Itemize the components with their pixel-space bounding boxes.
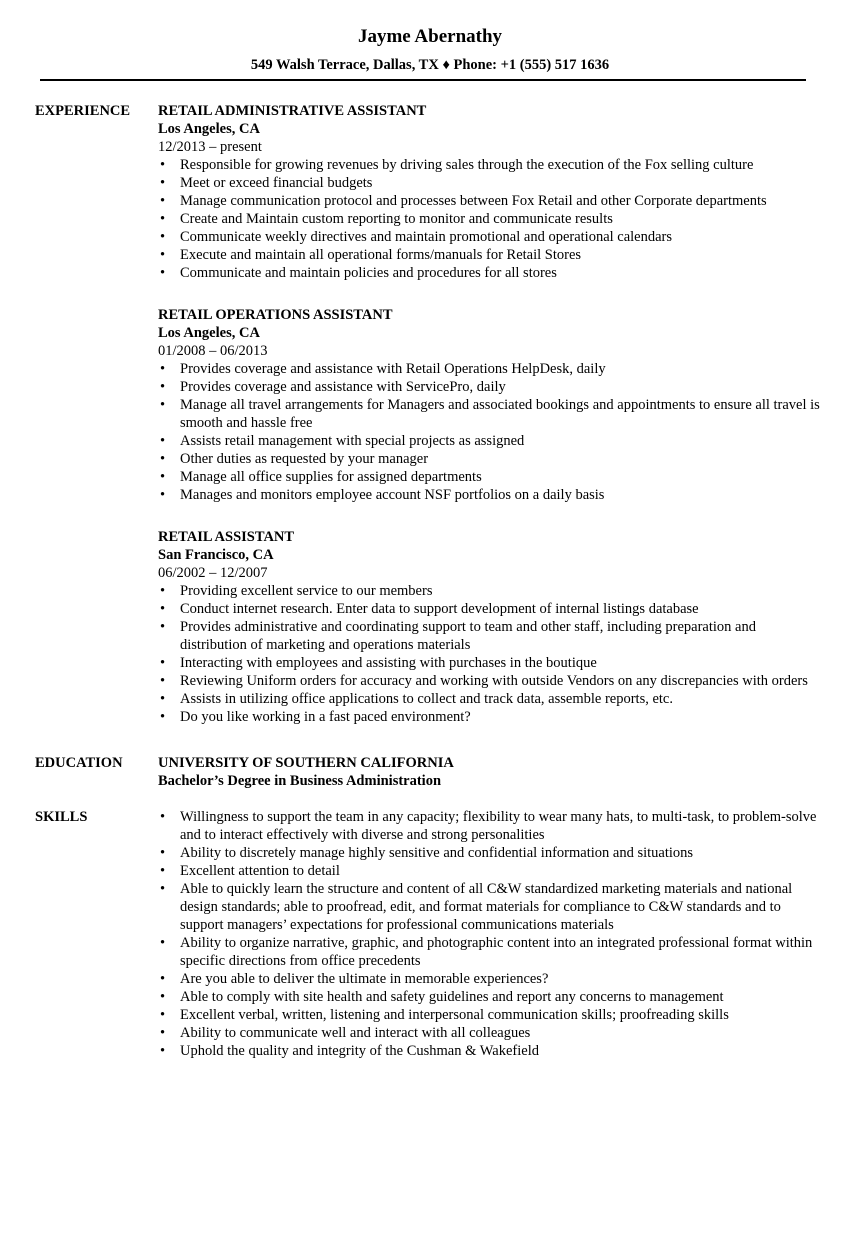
job-location: Los Angeles, CA (158, 325, 260, 341)
bullet-item: • Assists retail management with special projects as assigned (158, 432, 820, 450)
job-title: RETAIL ASSISTANT (158, 529, 295, 545)
job-location: Los Angeles, CA (158, 121, 260, 137)
skill-item: • Are you able to deliver the ultimate in memorable experiences? (158, 970, 820, 988)
skill-item: • Ability to communicate well and interact with all colleagues (158, 1024, 820, 1042)
skills-content (158, 808, 860, 1060)
degree-name: Bachelor’s Degree in Business Administration (158, 773, 442, 789)
bullet-item: • Provides coverage and assistance with Retail Operations HelpDesk, daily (158, 360, 820, 378)
bullet-item: • Conduct internet research. Enter data to support development of internal listings database (158, 600, 820, 618)
bullet-item: • Responsible for growing revenues by driving sales through the execution of the Fox selling culture (158, 156, 820, 174)
job-bullets (158, 582, 820, 726)
school-name: UNIVERSITY OF SOUTHERN CALIFORNIA (158, 755, 454, 771)
skill-item: • Willingness to support the team in any capacity; flexibility to wear many hats, to multi-task, to problem-solve and to interact effectively with diverse and strong personalities (158, 808, 820, 844)
bullet-item: • Provides administrative and coordinating support to team and other staff, including preparation and distribution of marketing and operations materials (158, 618, 820, 654)
experience-content (158, 102, 860, 726)
bullet-item: • Assists in utilizing office applications to collect and track data, assemble reports, etc. (158, 690, 820, 708)
bullet-item: • Create and Maintain custom reporting to monitor and communicate results (158, 210, 820, 228)
contact-line: 549 Walsh Terrace, Dallas, TX ♦ Phone: +1 (555) 517 1636 (250, 57, 610, 73)
job-dates: 01/2008 – 06/2013 (158, 343, 268, 359)
skill-item: • Uphold the quality and integrity of the Cushman & Wakefield (158, 1042, 820, 1060)
experience-section (0, 102, 860, 726)
bullet-item: • Communicate weekly directives and maintain promotional and operational calendars (158, 228, 820, 246)
header-divider (40, 79, 806, 81)
skills-list (158, 808, 820, 1060)
bullet-item: • Providing excellent service to our members (158, 582, 820, 600)
bullet-item: • Meet or exceed financial budgets (158, 174, 820, 192)
job-location: San Francisco, CA (158, 547, 274, 563)
education-heading: EDUCATION (35, 755, 123, 771)
bullet-item: • Manage all travel arrangements for Managers and associated bookings and appointments to ensure all travel is smooth and hassle free (158, 396, 820, 432)
education-content (158, 754, 860, 790)
skill-item: • Excellent attention to detail (158, 862, 820, 880)
bullet-item: • Other duties as requested by your manager (158, 450, 820, 468)
bullet-item: • Manage communication protocol and processes between Fox Retail and other Corporate departments (158, 192, 820, 210)
job-entry (158, 306, 820, 504)
job-entry (158, 528, 820, 726)
candidate-name: Jayme Abernathy (357, 26, 503, 47)
skill-item: • Able to quickly learn the structure and content of all C&W standardized marketing materials and national design standards; able to proofread, edit, and format materials for compliance to C&W standards and to support managers’ expectations for professional communications materials (158, 880, 820, 934)
bullet-item: • Manage all office supplies for assigned departments (158, 468, 820, 486)
bullet-item: • Manages and monitors employee account NSF portfolios on a daily basis (158, 486, 820, 504)
bullet-item: • Execute and maintain all operational forms/manuals for Retail Stores (158, 246, 820, 264)
bullet-item: • Provides coverage and assistance with ServicePro, daily (158, 378, 820, 396)
job-bullets (158, 360, 820, 504)
skill-item: • Able to comply with site health and safety guidelines and report any concerns to management (158, 988, 820, 1006)
job-bullets (158, 156, 820, 282)
job-dates: 06/2002 – 12/2007 (158, 565, 268, 581)
bullet-item: • Do you like working in a fast paced environment? (158, 708, 820, 726)
bullet-item: • Reviewing Uniform orders for accuracy and working with outside Vendors on any discrepancies with orders (158, 672, 820, 690)
skills-heading: SKILLS (35, 809, 88, 825)
bullet-item: • Interacting with employees and assisting with purchases in the boutique (158, 654, 820, 672)
skills-section (0, 808, 860, 1060)
experience-heading: EXPERIENCE (35, 103, 131, 119)
job-dates: 12/2013 – present (158, 139, 262, 155)
skill-item: • Ability to organize narrative, graphic, and photographic content into an integrated professional format within specific directions from office precedents (158, 934, 820, 970)
job-entry (158, 102, 820, 282)
job-title: RETAIL ADMINISTRATIVE ASSISTANT (158, 103, 427, 119)
resume-header (0, 0, 860, 74)
bullet-item: • Communicate and maintain policies and procedures for all stores (158, 264, 820, 282)
job-title: RETAIL OPERATIONS ASSISTANT (158, 307, 393, 323)
education-section (0, 754, 860, 790)
skill-item: • Ability to discretely manage highly sensitive and confidential information and situations (158, 844, 820, 862)
skill-item: • Excellent verbal, written, listening and interpersonal communication skills; proofreading skills (158, 1006, 820, 1024)
